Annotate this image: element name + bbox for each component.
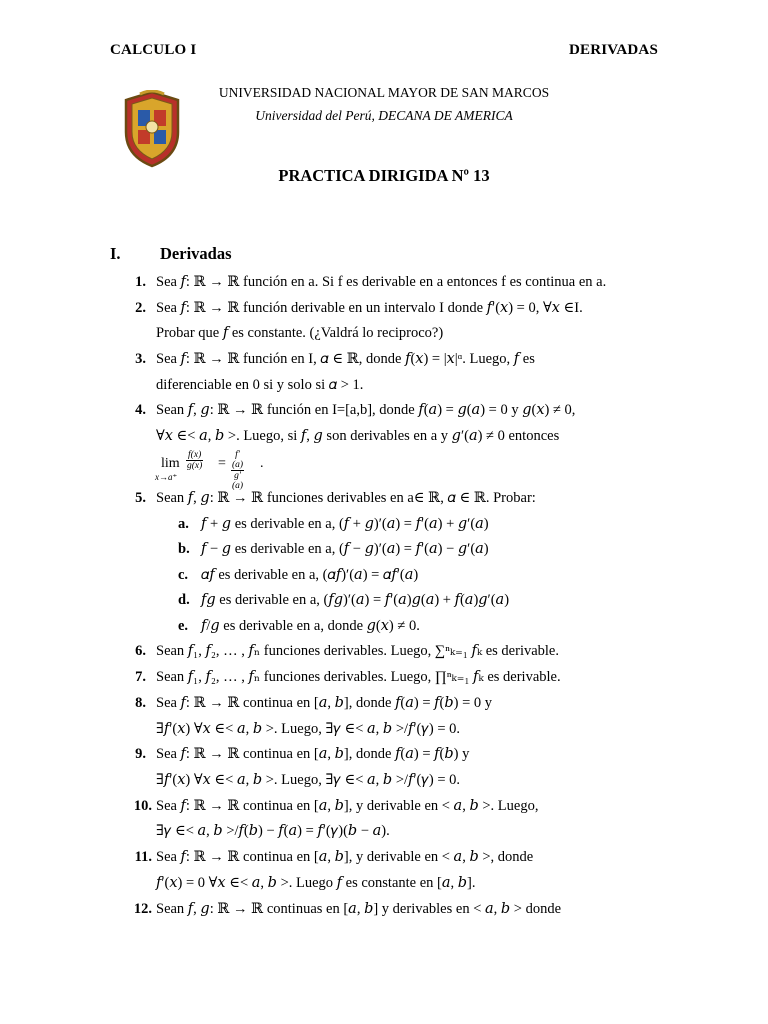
subitem-label: a. — [178, 516, 189, 532]
item-number: 11. — [134, 849, 152, 865]
subitem-text: 𝑓/𝑔 es derivable en a, donde 𝑔(𝑥) ≠ 0. — [201, 618, 420, 634]
exercise-line: Sean 𝑓, 𝑔: ℝ → ℝ función en I=[a,b], donde 𝑓(𝑎) = 𝑔(𝑎) = 0 y 𝑔(𝑥) ≠ 0, — [156, 402, 576, 418]
item-number: 2. — [135, 300, 146, 316]
exercise-line: Sean 𝑓₁, 𝑓₂, … , 𝑓ₙ funciones derivables. Luego, ∑ⁿₖ₌₁ 𝑓ₖ es derivable. — [156, 643, 559, 659]
subitem-label: b. — [178, 541, 190, 557]
exercise-line: Sean 𝑓₁, 𝑓₂, … , 𝑓ₙ funciones derivables. Luego, ∏ⁿₖ₌₁ 𝑓ₖ es derivable. — [156, 669, 561, 685]
fraction-denominator: g′(a) — [232, 471, 244, 491]
item-number: 9. — [135, 746, 146, 762]
subitem-text: 𝑓𝑔 es derivable en a, (𝑓𝑔)′(𝑎) = 𝑓′(𝑎)𝑔(𝑎) + 𝑓(𝑎)𝑔′(𝑎) — [201, 592, 510, 608]
item-number: 6. — [135, 643, 146, 659]
item-number: 4. — [135, 402, 146, 418]
subitem-text: 𝑓 − 𝑔 es derivable en a, (𝑓 − 𝑔)′(𝑎) = 𝑓′(𝑎) − 𝑔′(𝑎) — [201, 541, 489, 557]
practice-title: PRACTICA DIRIGIDA Nº 13 — [278, 166, 490, 185]
limit-operator: lim — [161, 456, 180, 471]
header-topic: DERIVADAS — [568, 42, 658, 58]
exercise-line: ∃𝑓′(𝑥) ∀𝑥 ∈< 𝑎, 𝑏 >. Luego, ∃𝛾 ∈< 𝑎, 𝑏 >/𝑓′(𝛾) = 0. — [156, 721, 461, 737]
subitem-text: 𝑓 + 𝑔 es derivable en a, (𝑓 + 𝑔)′(𝑎) = 𝑓′(𝑎) + 𝑔′(𝑎) — [201, 516, 489, 532]
limit-subscript: x→a⁺ — [155, 472, 178, 482]
exercise-line: Sean 𝑓, 𝑔: ℝ → ℝ funciones derivables en a∈ ℝ, 𝛼 ∈ ℝ. Probar: — [156, 490, 536, 506]
subitem-label: c. — [178, 567, 189, 583]
header-course: CALCULO I — [110, 42, 197, 58]
fraction-f-over-g — [186, 450, 203, 471]
exercise-line: Sea 𝑓: ℝ → ℝ continua en [𝑎, 𝑏], donde 𝑓(𝑎) = 𝑓(𝑏) = 0 y — [156, 695, 493, 711]
exercise-line: Sean 𝑓, 𝑔: ℝ → ℝ continuas en [𝑎, 𝑏] y derivables en < 𝑎, 𝑏 > donde — [156, 901, 562, 917]
item-number: 5. — [135, 490, 146, 506]
subitem-label: d. — [178, 592, 190, 608]
period: . — [260, 456, 264, 471]
university-name: UNIVERSIDAD NACIONAL MAYOR DE SAN MARCOS — [218, 85, 550, 100]
item-number: 10. — [133, 798, 152, 814]
fraction-fprime-over-gprime — [231, 450, 244, 491]
subitem-label: e. — [178, 618, 189, 634]
university-seal-icon — [120, 90, 184, 168]
item-number: 8. — [135, 695, 146, 711]
exercise-line: diferenciable en 0 si y solo si 𝛼 > 1. — [156, 377, 364, 393]
item-number: 12. — [133, 901, 152, 917]
exercise-line: Sea 𝑓: ℝ → ℝ función en a. Si f es derivable en a entonces f es continua en a. — [156, 274, 607, 290]
exercise-line: 𝑓′(𝑥) = 0 ∀𝑥 ∈< 𝑎, 𝑏 >. Luego 𝑓 es constante en [𝑎, 𝑏]. — [156, 875, 476, 891]
section-title: Derivadas — [160, 244, 232, 263]
exercise-line: Sea 𝑓: ℝ → ℝ función en I, 𝛼 ∈ ℝ, donde 𝑓(𝑥) = |𝑥|ᵅ. Luego, 𝑓 es — [156, 351, 535, 367]
exercise-line: ∃𝛾 ∈< 𝑎, 𝑏 >/𝑓(𝑏) − 𝑓(𝑎) = 𝑓′(𝛾)(𝑏 − 𝑎). — [156, 823, 390, 839]
item-number: 1. — [135, 274, 146, 290]
fraction-numerator: f(x) — [186, 450, 203, 461]
section-number: I. — [110, 244, 121, 263]
exercise-line: ∃𝑓′(𝑥) ∀𝑥 ∈< 𝑎, 𝑏 >. Luego, ∃𝛾 ∈< 𝑎, 𝑏 >/𝑓′(𝛾) = 0. — [156, 772, 461, 788]
exercise-line: Sea 𝑓: ℝ → ℝ continua en [𝑎, 𝑏], donde 𝑓(𝑎) = 𝑓(𝑏) y — [156, 746, 470, 762]
exercise-line: Probar que 𝑓 es constante. (¿Valdrá lo reciproco?) — [156, 325, 444, 341]
equals-sign: = — [218, 456, 226, 471]
fraction-numerator: f′(a) — [232, 450, 244, 470]
subitem-text: 𝛼𝑓 es derivable en a, (𝛼𝑓)′(𝑎) = 𝛼𝑓′(𝑎) — [201, 567, 419, 583]
university-motto: Universidad del Perú, DECANA DE AMERICA — [255, 108, 513, 123]
exercise-line: Sea 𝑓: ℝ → ℝ continua en [𝑎, 𝑏], y derivable en < 𝑎, 𝑏 >, donde — [156, 849, 534, 865]
item-number: 7. — [135, 669, 146, 685]
item-number: 3. — [135, 351, 146, 367]
exercise-line: Sea 𝑓: ℝ → ℝ continua en [𝑎, 𝑏], y derivable en < 𝑎, 𝑏 >. Luego, — [156, 798, 539, 814]
exercise-line: ∀𝑥 ∈< 𝑎, 𝑏 >. Luego, si 𝑓, 𝑔 son derivables en a y 𝑔′(𝑎) ≠ 0 entonces — [156, 428, 560, 444]
exercise-line: Sea 𝑓: ℝ → ℝ función derivable en un intervalo I donde 𝑓′(𝑥) = 0, ∀𝑥 ∈I. — [156, 300, 583, 316]
fraction-denominator: g(x) — [187, 461, 203, 471]
